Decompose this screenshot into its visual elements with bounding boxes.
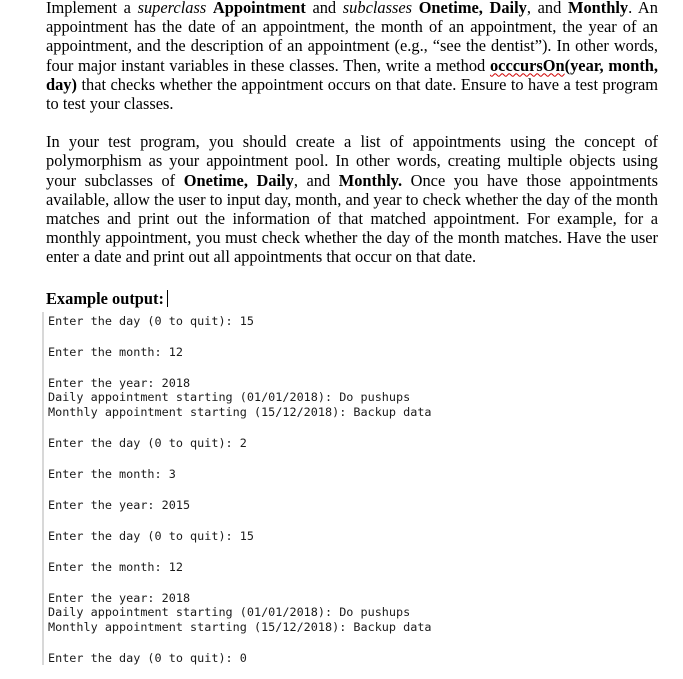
class-name-monthly: Monthly. [338,170,403,190]
console-gap [48,419,568,434]
class-name-onetime-daily: Onetime, Daily [418,0,527,17]
method-params: (year, month, day) [46,55,658,94]
console-gap [48,450,568,465]
console-gap [48,574,568,589]
console-line: Monthly appointment starting (15/12/2018): Backup data [48,619,432,634]
console-line: Enter the month: 12 [48,344,183,359]
text-span: Implement a [46,0,138,17]
heading-text: Example output: [46,288,164,308]
console-block [48,496,568,513]
console-block [48,434,568,451]
class-name-onetime-daily: Onetime, Daily [183,170,294,190]
text-span [412,0,419,17]
assignment-paragraph-1 [46,0,658,113]
text-span: . An appointment has the date of an appointment, the month of an appointment, the year of an appointment, and the description of an appointment (e.g., “see the dentist”). In other words, four major instant variables in these classes. Then, write a method [46,0,658,75]
console-block [48,527,568,544]
text-span [206,0,213,17]
console-output [42,312,568,666]
console-line: Monthly appointment starting (15/12/2018): Backup data [48,404,432,419]
text-span: that checks whether the appointment occurs on that date. Ensure to have a test program to test your classes. [46,74,658,114]
document-body [46,0,658,665]
console-block [48,465,568,482]
class-name-monthly: Monthly [567,0,629,17]
console-gap [48,481,568,496]
text-span: and [305,0,343,17]
console-gap [48,634,568,649]
console-block [48,343,568,360]
console-block [48,649,568,666]
class-name-appointment: Appointment [212,0,306,17]
example-output-heading [46,289,658,309]
console-block [48,589,568,635]
text-cursor [167,290,168,307]
console-line: Enter the year: 2018 [48,590,191,605]
console-line: Daily appointment starting (01/01/2018): Do pushups [48,390,411,405]
console-gap [48,328,568,343]
console-line: Enter the month: 12 [48,559,183,574]
text-span: In your test program, you should create a list of appointments using the concept of polymorphism as your appointment pool. In other words, creating multiple objects using your subclasses of [46,132,658,190]
console-line: Enter the day (0 to quit): 15 [48,528,254,543]
method-name-occcurson: occcursOn [489,55,565,75]
text-span: , and [293,170,339,190]
console-line: Enter the year: 2015 [48,497,191,512]
console-block [48,312,568,329]
console-gap [48,543,568,558]
console-line: Daily appointment starting (01/01/2018): Do pushups [48,605,411,620]
assignment-paragraph-2 [46,132,658,266]
console-line: Enter the day (0 to quit): 2 [48,435,247,450]
console-gap [48,512,568,527]
text-italic: subclasses [342,0,413,17]
console-line: Enter the day (0 to quit): 0 [48,650,247,665]
console-block [48,374,568,420]
text-span: , and [526,0,568,17]
console-gap [48,359,568,374]
console-line: Enter the day (0 to quit): 15 [48,313,254,328]
console-block [48,558,568,575]
text-span: Once you have those appointments available, allow the user to input day, month, and year to check whether the day of the month matches and print out the information of that matched appointment. For example, for a monthly appointment, you must check whether the day of the month matches. Have the user enter a date and print out all appointments that occur on that date. [46,170,658,267]
text-italic: superclass [137,0,207,17]
console-line: Enter the year: 2018 [48,375,191,390]
console-line: Enter the month: 3 [48,466,176,481]
